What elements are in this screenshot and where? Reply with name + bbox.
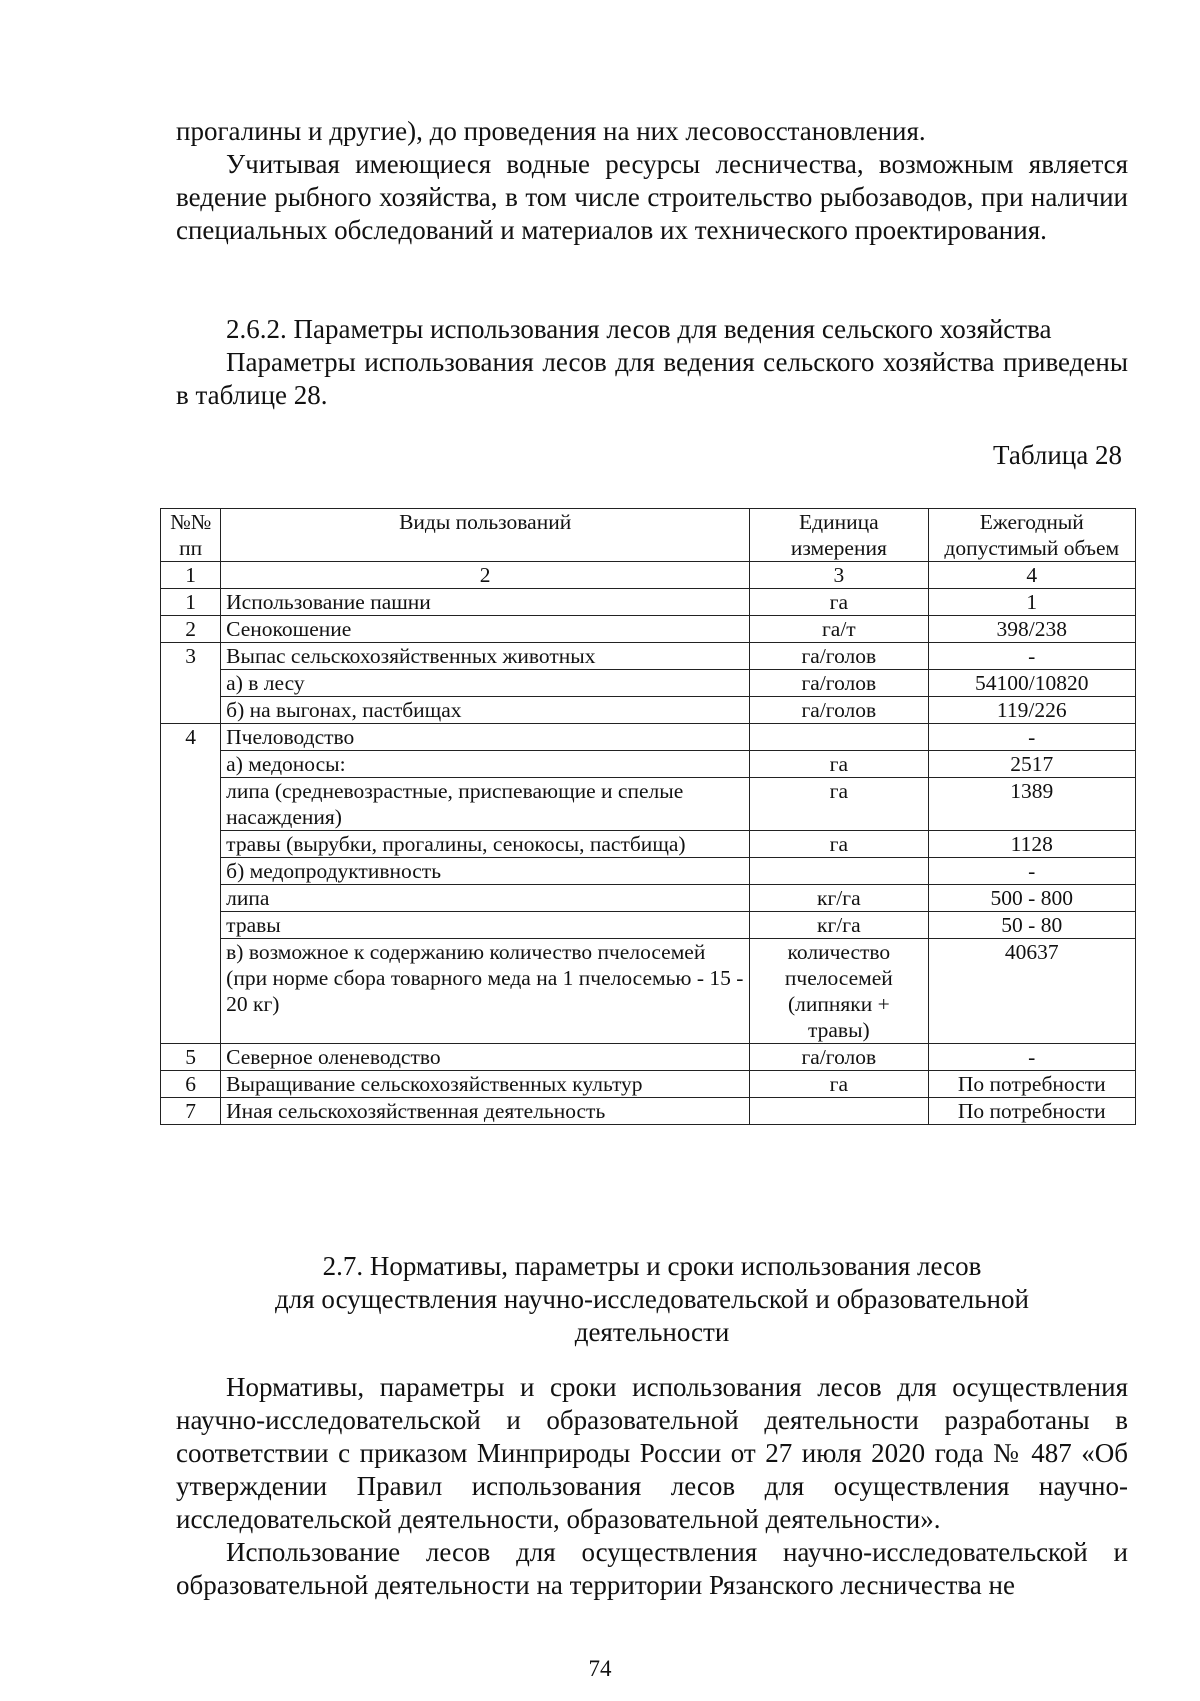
row-volume: 119/226 — [928, 697, 1135, 724]
row-volume: 40637 — [928, 939, 1135, 1044]
row-unit: га/голов — [750, 697, 928, 724]
table-row — [161, 885, 1136, 912]
colnum-cell: 1 — [161, 562, 221, 589]
row-type: травы — [221, 912, 750, 939]
row-unit: га/голов — [750, 670, 928, 697]
intro-text — [176, 115, 1128, 247]
table-row — [161, 616, 1136, 643]
row-volume: 54100/10820 — [928, 670, 1135, 697]
norms-paragraph: Нормативы, параметры и сроки использования лесов для осуществления научно-исследовательской и образовательной деятельности разработаны в соответствии с приказом Минприроды России от 27 июля 2020 года № 487 «Об утверждении Правил использования лесов для осуществления научно-исследовательской деятельности, образовательной деятельности». — [176, 1372, 1128, 1534]
row-type: Северное оленеводство — [221, 1044, 750, 1071]
row-unit: га/т — [750, 616, 928, 643]
table-28 — [160, 508, 1136, 1125]
row-volume: 1128 — [928, 831, 1135, 858]
row-unit: га — [750, 589, 928, 616]
row-type: Иная сельскохозяйственная деятельность — [221, 1098, 750, 1125]
row-unit — [750, 724, 928, 751]
table-row — [161, 912, 1136, 939]
row-volume: - — [928, 643, 1135, 670]
table-row — [161, 1071, 1136, 1098]
row-unit: кг/га — [750, 885, 928, 912]
row-num: 6 — [161, 1071, 221, 1098]
table-row — [161, 697, 1136, 724]
header-type: Виды пользований — [221, 509, 750, 562]
row-unit — [750, 1098, 928, 1125]
row-volume: По потребности — [928, 1098, 1135, 1125]
table-row — [161, 939, 1136, 1044]
row-volume: 1 — [928, 589, 1135, 616]
section-2-6-2 — [176, 313, 1128, 412]
intro-line: прогалины и другие), до проведения на них лесовосстановления. — [176, 116, 926, 146]
row-volume: - — [928, 1044, 1135, 1071]
row-type: Сенокошение — [221, 616, 750, 643]
colnum-cell: 3 — [750, 562, 928, 589]
row-num: 4 — [161, 724, 221, 1044]
table-row — [161, 778, 1136, 831]
row-unit: га — [750, 831, 928, 858]
row-volume: По потребности — [928, 1071, 1135, 1098]
row-volume: 398/238 — [928, 616, 1135, 643]
header-volume: Ежегодный допустимый объем — [928, 509, 1135, 562]
header-unit: Единица измерения — [750, 509, 928, 562]
row-volume: 2517 — [928, 751, 1135, 778]
row-type: травы (вырубки, прогалины, сенокосы, пастбища) — [221, 831, 750, 858]
row-type: липа (средневозрастные, приспевающие и спелые насаждения) — [221, 778, 750, 831]
usage-paragraph: Использование лесов для осуществления научно-исследовательской и образовательной деятельности на территории Рязанского лесничества не — [176, 1537, 1128, 1600]
table-row — [161, 589, 1136, 616]
row-num: 1 — [161, 589, 221, 616]
row-volume: 500 - 800 — [928, 885, 1135, 912]
row-type: а) медоносы: — [221, 751, 750, 778]
page-number: 74 — [588, 1656, 612, 1681]
row-num: 3 — [161, 643, 221, 724]
row-unit: га — [750, 751, 928, 778]
row-type: а) в лесу — [221, 670, 750, 697]
row-unit: га — [750, 778, 928, 831]
section-paragraph: Параметры использования лесов для ведения сельского хозяйства приведены в таблице 28. — [176, 347, 1128, 410]
row-unit: га/голов — [750, 643, 928, 670]
row-volume: 1389 — [928, 778, 1135, 831]
row-unit: количество пчелосемей (липняки + травы) — [750, 939, 928, 1044]
section-title-line: 2.7. Нормативы, параметры и сроки использования лесов — [322, 1251, 982, 1281]
row-num: 5 — [161, 1044, 221, 1071]
row-unit — [750, 858, 928, 885]
row-volume: 50 - 80 — [928, 912, 1135, 939]
row-type: Пчеловодство — [221, 724, 750, 751]
row-type: липа — [221, 885, 750, 912]
table-row — [161, 751, 1136, 778]
section-2-7-text — [176, 1371, 1128, 1602]
table-colnum-row — [161, 562, 1136, 589]
row-unit: кг/га — [750, 912, 928, 939]
table-header-row — [161, 509, 1136, 562]
row-type: в) возможное к содержанию количество пчелосемей (при норме сбора товарного меда на 1 пчелосемью - 15 - 20 кг) — [221, 939, 750, 1044]
row-type: Выращивание сельскохозяйственных культур — [221, 1071, 750, 1098]
section-title-line: для осуществления научно-исследовательской и образовательной — [275, 1284, 1029, 1314]
row-type: б) медопродуктивность — [221, 858, 750, 885]
header-num: №№ пп — [161, 509, 221, 562]
table-row — [161, 1044, 1136, 1071]
row-type: б) на выгонах, пастбищах — [221, 697, 750, 724]
colnum-cell: 2 — [221, 562, 750, 589]
row-unit: га — [750, 1071, 928, 1098]
table-row — [161, 724, 1136, 751]
table-row — [161, 1098, 1136, 1125]
row-type: Использование пашни — [221, 589, 750, 616]
row-volume: - — [928, 724, 1135, 751]
section-heading: 2.6.2. Параметры использования лесов для ведения сельского хозяйства — [226, 314, 1052, 344]
row-type: Выпас сельскохозяйственных животных — [221, 643, 750, 670]
row-volume: - — [928, 858, 1135, 885]
table-row — [161, 643, 1136, 670]
row-num: 7 — [161, 1098, 221, 1125]
row-unit: га/голов — [750, 1044, 928, 1071]
table-row — [161, 858, 1136, 885]
fishery-paragraph: Учитывая имеющиеся водные ресурсы лесничества, возможным является ведение рыбного хозяйства, в том числе строительство рыбозаводов, при наличии специальных обследований и материалов их технического проектирования. — [176, 149, 1128, 245]
colnum-cell: 4 — [928, 562, 1135, 589]
table-row — [161, 831, 1136, 858]
section-title-line: деятельности — [574, 1317, 730, 1347]
table-row — [161, 670, 1136, 697]
row-num: 2 — [161, 616, 221, 643]
section-2-7-title — [176, 1250, 1128, 1349]
table-caption: Таблица 28 — [993, 440, 1122, 470]
